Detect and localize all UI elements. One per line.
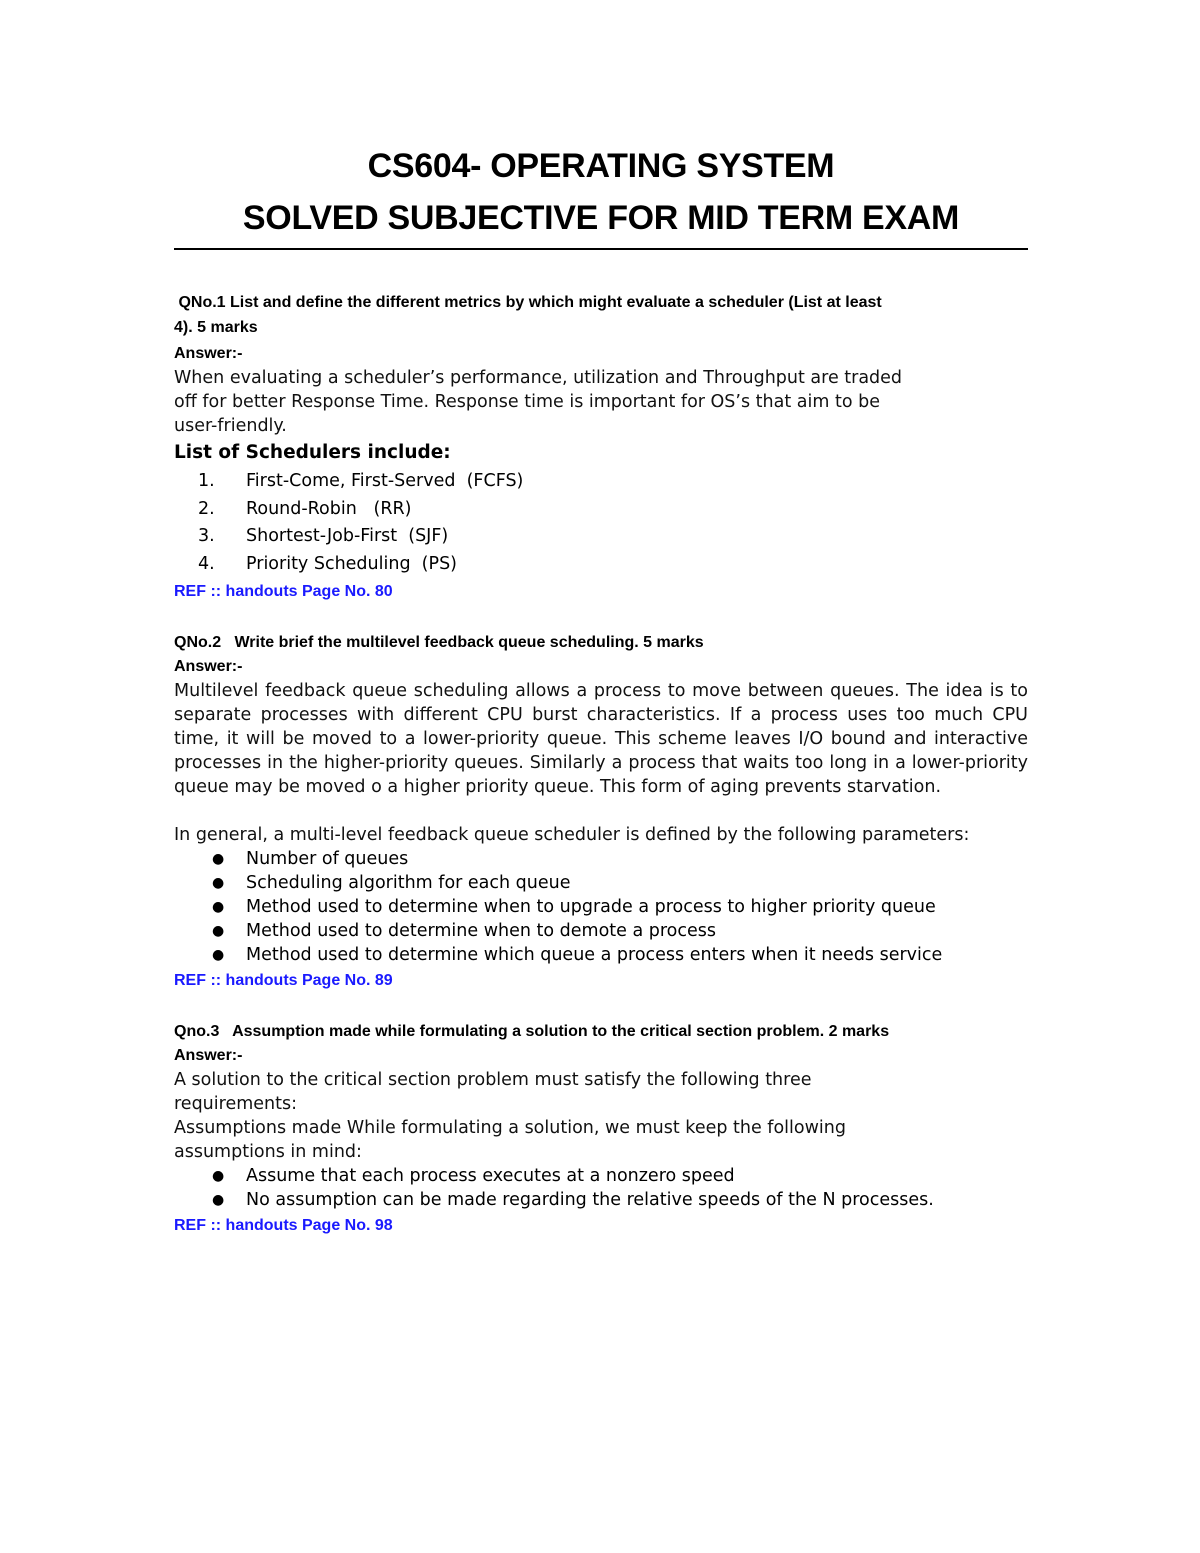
list-item-text: Assume that each process executes at a nonzero speed: [246, 1166, 735, 1186]
list-item-number: 3.: [198, 526, 215, 546]
list-item: [174, 551, 1028, 579]
list-item-text: Scheduling algorithm for each queue: [246, 873, 571, 893]
bullet-icon: ●: [212, 947, 225, 963]
question-3-answer-line: A solution to the critical section problem must satisfy the following three: [174, 1070, 812, 1090]
list-item-text: Method used to determine which queue a process enters when it needs service: [246, 945, 943, 965]
question-2-answer-label: Answer:-: [174, 658, 243, 675]
bullet-icon: ●: [212, 1192, 225, 1208]
list-item: [174, 919, 1028, 943]
list-item: [174, 468, 1028, 496]
question-1-answer-paragraph: [174, 366, 1028, 438]
bullet-icon: ●: [212, 923, 225, 939]
list-item-text: Shortest-Job-First (SJF): [246, 526, 449, 546]
list-item: [174, 871, 1028, 895]
question-1-answer-line: user-friendly.: [174, 416, 287, 436]
question-2-heading: QNo.2 Write brief the multilevel feedback queue scheduling. 5 marks: [174, 634, 704, 651]
list-item-number: 1.: [198, 471, 215, 491]
list-item: [174, 496, 1028, 524]
question-3-reference: REF :: handouts Page No. 98: [174, 1217, 393, 1234]
list-item-text: Priority Scheduling (PS): [246, 553, 457, 574]
schedulers-list-heading: List of Schedulers include:: [174, 442, 451, 463]
list-item: [174, 1164, 1028, 1188]
bullet-icon: ●: [212, 1168, 225, 1184]
question-1-answer-label: Answer:-: [174, 345, 243, 362]
title-line-1: CS604- OPERATING SYSTEM: [367, 147, 835, 185]
list-item-number: 2.: [198, 498, 215, 519]
question-1-heading-line-2: 4). 5 marks: [174, 319, 258, 336]
list-item: [174, 1188, 1028, 1212]
question-3-answer-label: Answer:-: [174, 1047, 243, 1064]
list-item: [174, 847, 1028, 871]
list-item-text: Method used to determine when to demote a process: [246, 921, 717, 941]
question-3-answer-line: assumptions in mind:: [174, 1142, 362, 1162]
question-3-heading: Qno.3 Assumption made while formulating a solution to the critical section problem. 2 marks: [174, 1023, 890, 1040]
question-3: [174, 1019, 1028, 1238]
question-2-answer-paragraph-2: In general, a multi-level feedback queue scheduler is defined by the following parameters:: [174, 825, 970, 845]
list-item-text: Method used to determine when to upgrade a process to higher priority queue: [246, 897, 936, 917]
list-item: [174, 895, 1028, 919]
schedulers-list: [174, 468, 1028, 578]
list-item-text: Number of queues: [246, 849, 409, 869]
question-1: [174, 290, 1028, 604]
list-item: [174, 943, 1028, 967]
question-1-answer-line: off for better Response Time. Response time is important for OS’s that aim to be: [174, 392, 880, 412]
question-1-answer-line: When evaluating a scheduler’s performance, utilization and Throughput are traded: [174, 368, 903, 388]
question-1-reference: REF :: handouts Page No. 80: [174, 583, 393, 600]
question-2: [174, 630, 1028, 993]
title-line-2: SOLVED SUBJECTIVE FOR MID TERM EXAM: [242, 199, 960, 237]
list-item-number: 4.: [198, 553, 215, 574]
list-item-text: Round-Robin (RR): [246, 498, 412, 519]
question-3-answer-paragraph: [174, 1068, 1028, 1164]
document-page: [174, 140, 1028, 1238]
mlfq-parameters-list: [174, 847, 1028, 967]
question-1-heading-line-1: QNo.1 List and define the different metrics by which might evaluate a scheduler (List at least: [174, 294, 882, 311]
question-2-answer-paragraph-1: Multilevel feedback queue scheduling allows a process to move between queues. The idea is to separate processes with different CPU burst characteristics. If a process uses too much CPU time, it will be moved to a lower-priority queue. This scheme leaves I/O bound and interactive processes in the higher-priority queues. Similarly a process that waits too long in a lower-priority queue may be moved o a higher priority queue. This form of aging prevents starvation.: [174, 681, 1028, 797]
title-divider: [174, 248, 1028, 250]
list-item: [174, 523, 1028, 551]
list-item-text: First-Come, First-Served (FCFS): [246, 471, 524, 491]
bullet-icon: ●: [212, 875, 225, 891]
list-item-text: No assumption can be made regarding the relative speeds of the N processes.: [246, 1190, 934, 1210]
bullet-icon: ●: [212, 899, 225, 915]
question-2-reference: REF :: handouts Page No. 89: [174, 972, 393, 989]
bullet-icon: ●: [212, 851, 225, 867]
assumptions-list: [174, 1164, 1028, 1212]
document-title: [174, 140, 1028, 250]
question-3-answer-line: Assumptions made While formulating a solution, we must keep the following: [174, 1118, 846, 1138]
question-3-answer-line: requirements:: [174, 1094, 297, 1114]
